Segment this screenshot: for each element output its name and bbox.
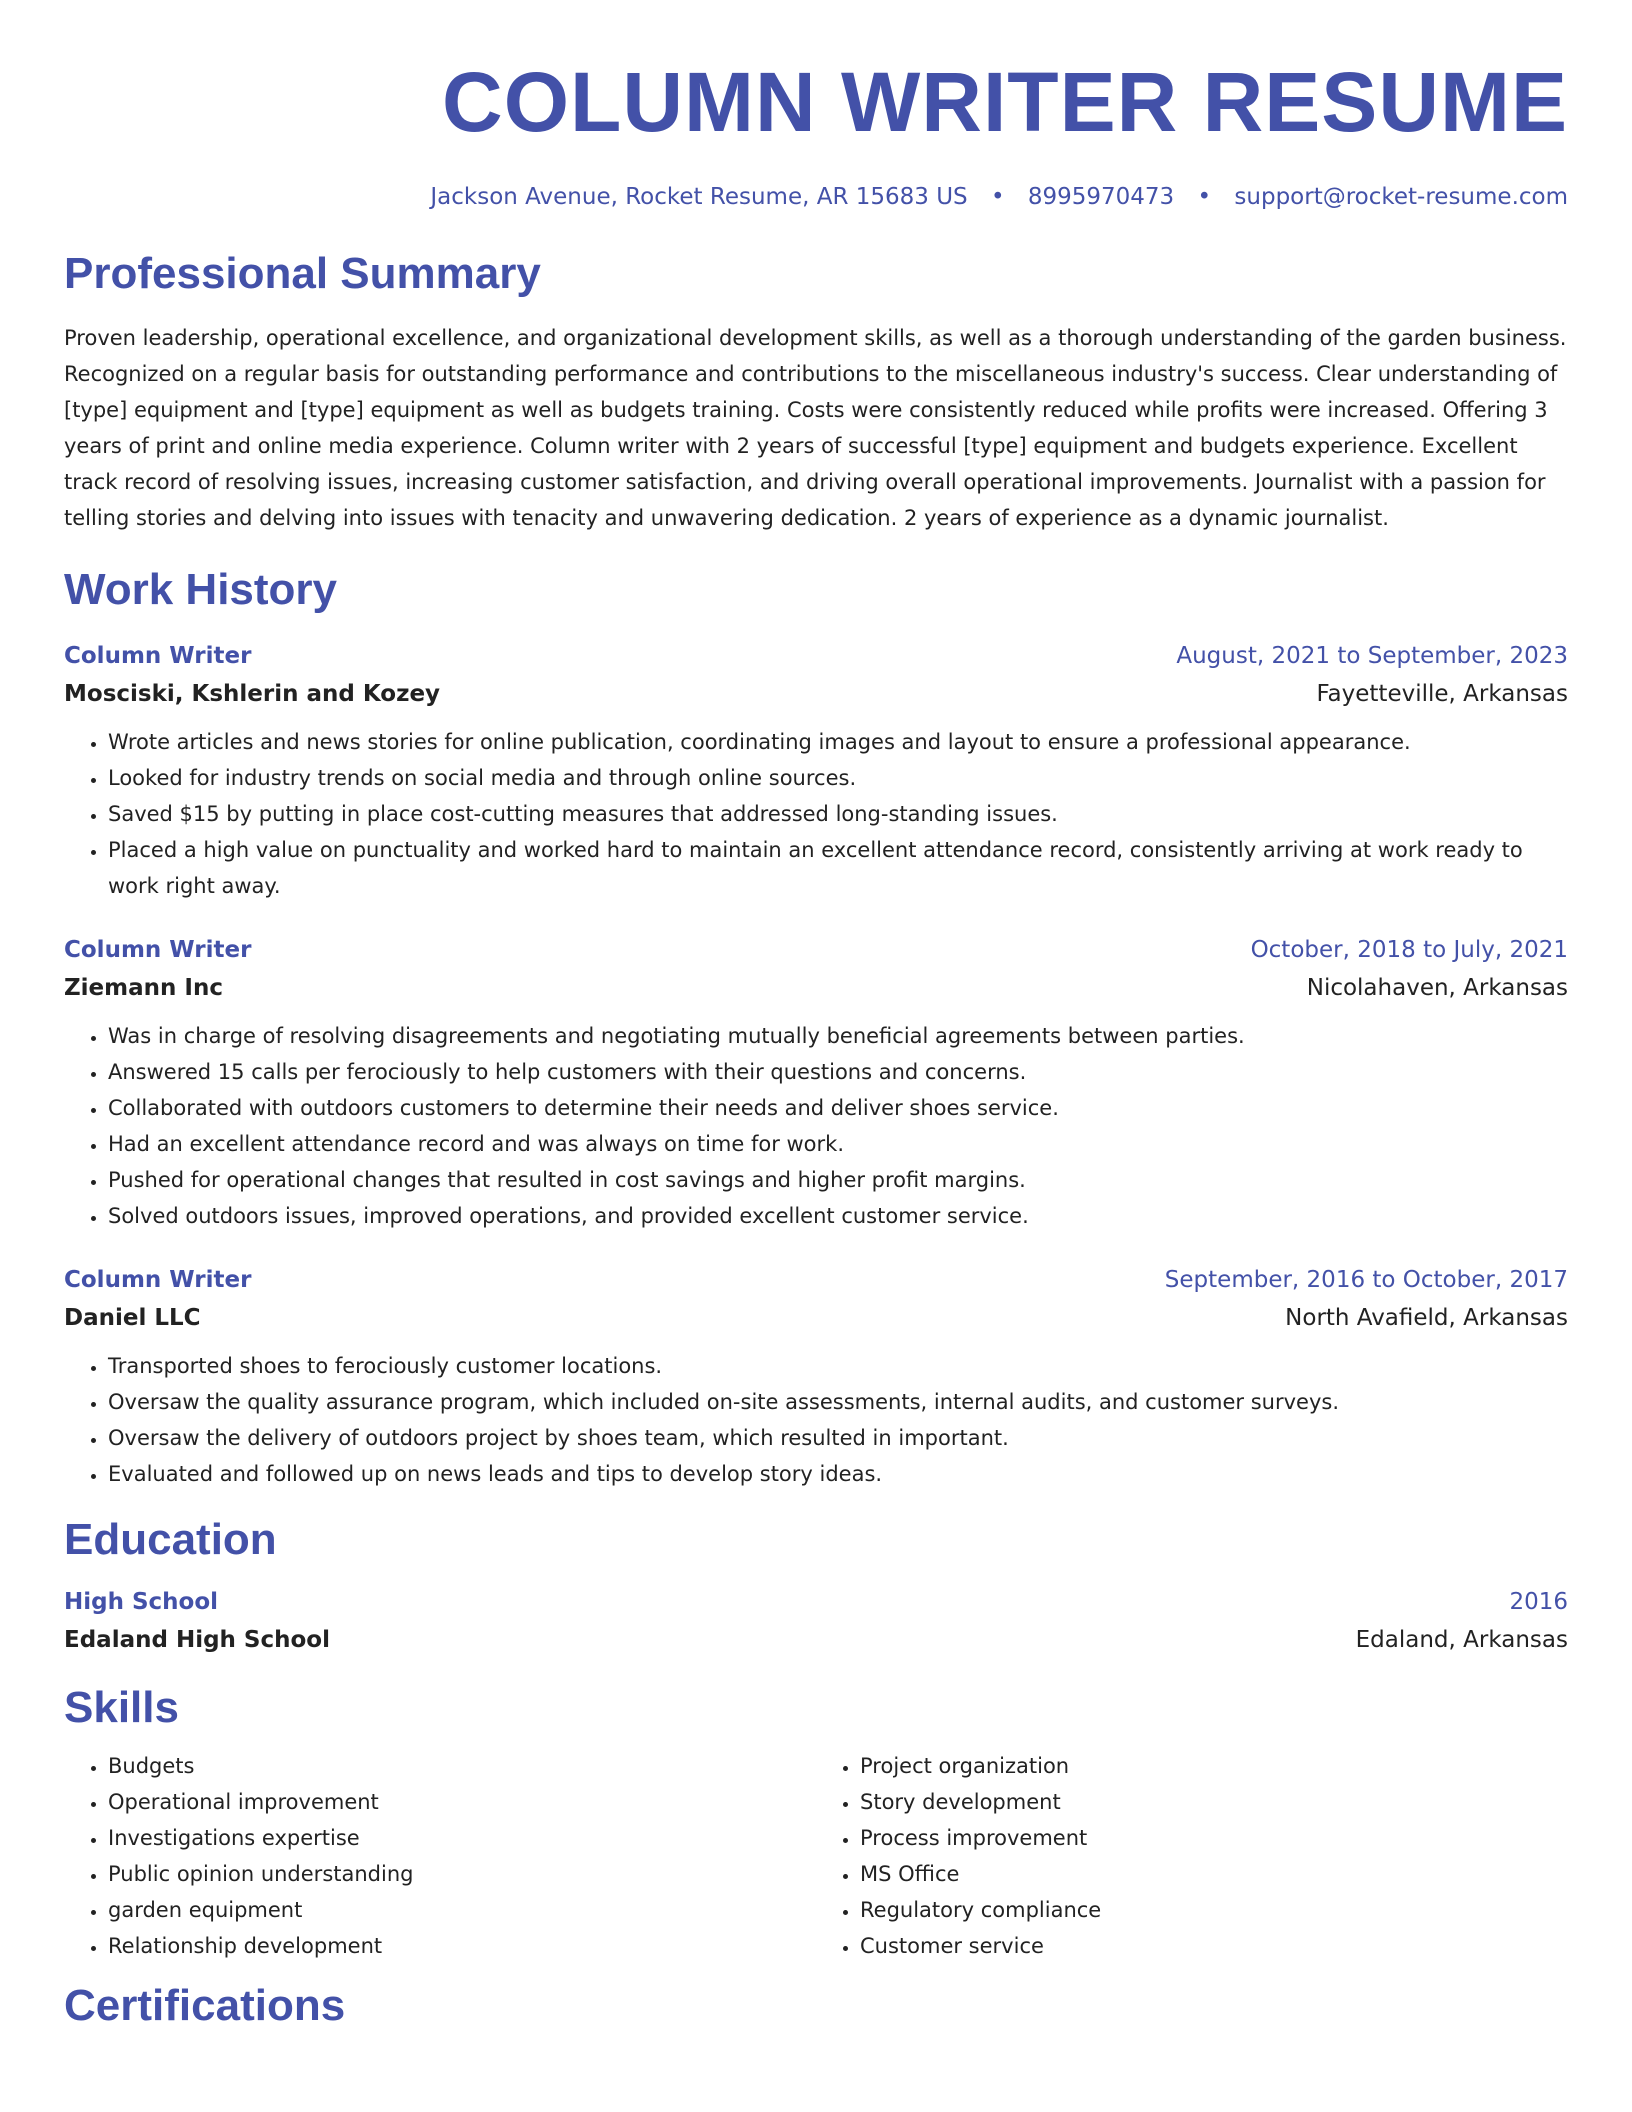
job-location: Fayetteville, Arkansas [1316, 681, 1568, 707]
education-section [64, 1514, 1568, 1660]
job-bullet: • Collaborated with outdoors customers to determine their needs and deliver shoes service. [108, 1090, 1568, 1126]
skill-item: • Regulatory compliance [860, 1892, 1568, 1928]
skills-section [64, 1682, 1568, 1964]
section-title-work: Work History [64, 565, 338, 614]
job-entry [64, 932, 1568, 1234]
job-bullet: • Oversaw the delivery of outdoors project by shoes team, which resulted in important. [108, 1420, 1568, 1456]
skill-item: • Process improvement [860, 1820, 1568, 1856]
job-bullet: • Placed a high value on punctuality and worked hard to maintain an excellent attendance record, consistently arriving at work ready to work right away. [108, 832, 1568, 904]
section-title-summary: Professional Summary [64, 249, 541, 298]
skills-list-right [816, 1748, 1568, 1964]
job-bullet: • Pushed for operational changes that resulted in cost savings and higher profit margins. [108, 1162, 1568, 1198]
job-title: Column Writer [64, 643, 252, 669]
certifications-section [64, 1980, 1568, 2032]
job-company: Daniel LLC [64, 1305, 201, 1331]
skill-item: • Project organization [860, 1748, 1568, 1784]
contact-email: support@rocket-resume.com [1234, 184, 1568, 210]
skill-item: • Investigations expertise [108, 1820, 816, 1856]
job-bullet: • Oversaw the quality assurance program, which included on-site assessments, internal audits, and customer surveys. [108, 1384, 1568, 1420]
education-year: 2016 [1509, 1589, 1568, 1615]
resume-name: COLUMN WRITER RESUME [442, 55, 1568, 149]
job-bullets [64, 1018, 1568, 1234]
job-entry [64, 1262, 1568, 1492]
job-bullet: • Had an excellent attendance record and was always on time for work. [108, 1126, 1568, 1162]
skill-item: • Customer service [860, 1928, 1568, 1964]
job-title: Column Writer [64, 1267, 252, 1293]
skills-grid [64, 1748, 1568, 1964]
summary-section [64, 248, 1568, 536]
skill-item: • Public opinion understanding [108, 1856, 816, 1892]
skill-item: • MS Office [860, 1856, 1568, 1892]
job-location: Nicolahaven, Arkansas [1306, 975, 1568, 1001]
job-company: Mosciski, Kshlerin and Kozey [64, 681, 441, 707]
job-entry [64, 638, 1568, 904]
contact-line [64, 182, 1568, 212]
skill-item: • Story development [860, 1784, 1568, 1820]
skill-item: • garden equipment [108, 1892, 816, 1928]
section-title-education: Education [64, 1515, 277, 1564]
education-degree: High School [64, 1589, 219, 1615]
skills-column-right [816, 1748, 1568, 1964]
skill-item: • Budgets [108, 1748, 816, 1784]
job-dates: September, 2016 to October, 2017 [1164, 1267, 1568, 1293]
job-location: North Avafield, Arkansas [1285, 1305, 1568, 1331]
education-school: Edaland High School [64, 1627, 330, 1653]
job-bullet: • Looked for industry trends on social media and through online sources. [108, 760, 1568, 796]
section-title-certifications: Certifications [64, 1981, 346, 2030]
contact-separator: • [1197, 184, 1212, 210]
job-company: Ziemann Inc [64, 975, 223, 1001]
job-bullet: • Was in charge of resolving disagreements and negotiating mutually beneficial agreements between parties. [108, 1018, 1568, 1054]
contact-separator: • [990, 184, 1005, 210]
skill-item: • Operational improvement [108, 1784, 816, 1820]
skills-column-left [64, 1748, 816, 1964]
education-entry [64, 1584, 1568, 1660]
skills-list-left [64, 1748, 816, 1964]
contact-phone: 8995970473 [1027, 184, 1175, 210]
job-bullet: • Transported shoes to ferociously customer locations. [108, 1348, 1568, 1384]
contact-address: Jackson Avenue, Rocket Resume, AR 15683 US [430, 184, 968, 210]
summary-text: Proven leadership, operational excellence, and organizational development skills, as well as a thorough understanding of the garden business. Recognized on a regular basis for outstanding performance and contributions to the miscellaneous industry's success. Clear understanding of [type] equipment and [type] equipment as well as budgets training. Costs were consistently reduced while profits were increased. Offering 3 years of print and online media experience. Column writer with 2 years of successful [type] equipment and budgets experience. Excellent track record of resolving issues, increasing customer satisfaction, and driving overall operational improvements. Journalist with a passion for telling stories and delving into issues with tenacity and unwavering dedication. 2 years of experience as a dynamic journalist. [64, 326, 1567, 530]
section-title-skills: Skills [64, 1683, 179, 1732]
job-bullet: • Solved outdoors issues, improved operations, and provided excellent customer service. [108, 1198, 1568, 1234]
skill-item: • Relationship development [108, 1928, 816, 1964]
resume-header [64, 0, 1568, 212]
job-bullets [64, 1348, 1568, 1492]
education-location: Edaland, Arkansas [1355, 1627, 1568, 1653]
job-bullet: • Wrote articles and news stories for online publication, coordinating images and layout to ensure a professional appearance. [108, 724, 1568, 760]
work-history-section [64, 564, 1568, 1492]
job-dates: October, 2018 to July, 2021 [1250, 937, 1568, 963]
job-bullet: • Answered 15 calls per ferociously to help customers with their questions and concerns. [108, 1054, 1568, 1090]
job-title: Column Writer [64, 937, 252, 963]
job-bullet: • Saved $15 by putting in place cost-cutting measures that addressed long-standing issues. [108, 796, 1568, 832]
job-bullet: • Evaluated and followed up on news leads and tips to develop story ideas. [108, 1456, 1568, 1492]
job-dates: August, 2021 to September, 2023 [1176, 643, 1568, 669]
job-bullets [64, 724, 1568, 904]
